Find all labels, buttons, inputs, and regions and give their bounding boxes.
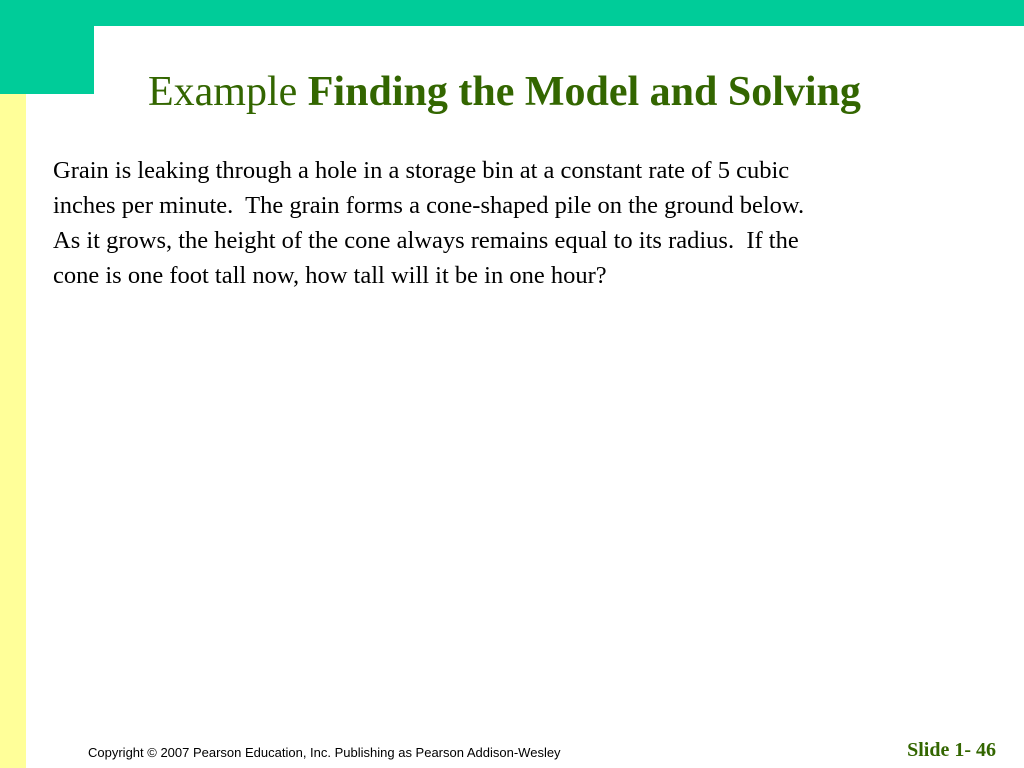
slide-title-prefix: Example (148, 69, 308, 115)
problem-line-1: Grain is leaking through a hole in a storage bin at a constant rate of 5 cubic (53, 157, 790, 184)
corner-accent-square (0, 0, 94, 94)
top-accent-bar (0, 0, 1024, 26)
problem-line-4: cone is one foot tall now, how tall will it be in one hour? (53, 262, 607, 289)
slide-title-main: Finding the Model and Solving (307, 69, 861, 115)
left-accent-strip (0, 94, 26, 768)
problem-statement (53, 153, 953, 293)
copyright-footer: Copyright © 2007 Pearson Education, Inc. Publishing as Pearson Addison-Wesley (88, 745, 561, 760)
slide-title (148, 66, 861, 118)
problem-line-3: As it grows, the height of the cone always remains equal to its radius. If the (53, 227, 799, 254)
problem-line-2: inches per minute. The grain forms a cone-shaped pile on the ground below. (53, 192, 805, 219)
slide-number: Slide 1- 46 (907, 739, 996, 761)
